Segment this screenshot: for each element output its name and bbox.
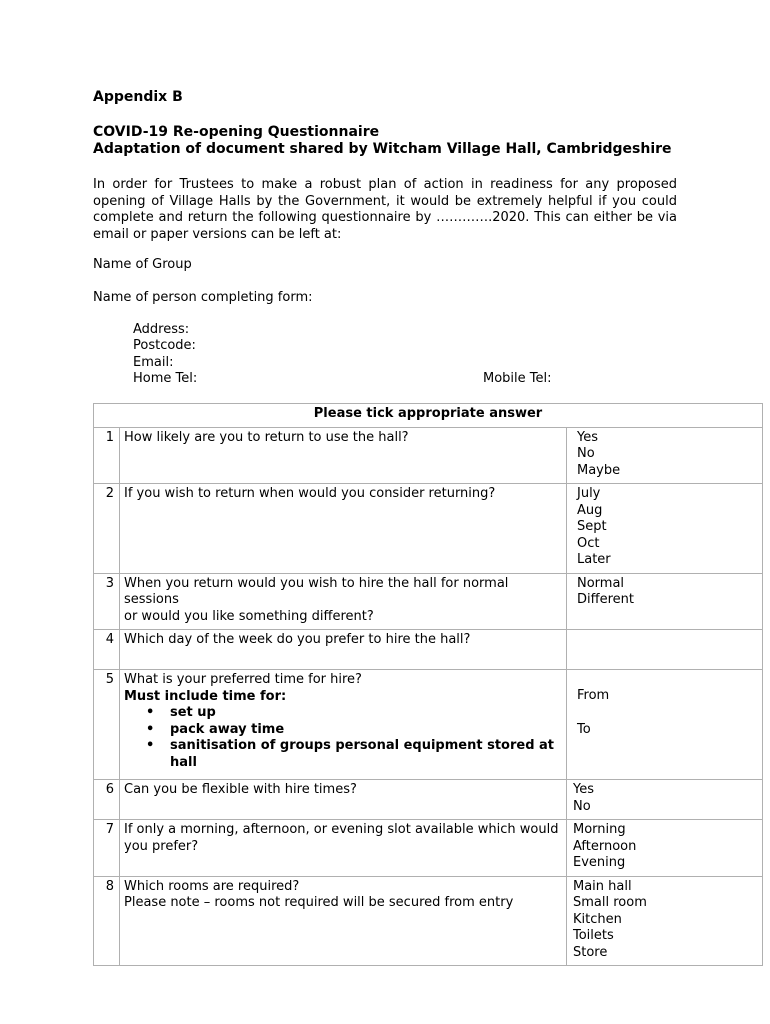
question-line: or would you like something different? <box>124 608 374 624</box>
question-line: If you wish to return when would you consider returning? <box>124 486 496 501</box>
question-line: Can you be flexible with hire times? <box>124 782 357 797</box>
question-text <box>120 820 567 877</box>
answer-option[interactable]: Normal <box>577 575 625 591</box>
answer-options[interactable] <box>567 780 763 820</box>
document-subtitle: Adaptation of document shared by Witcham Village Hall, Cambridgeshire <box>93 141 672 157</box>
question-line: When you return would you wish to hire the hall for normal sessions <box>124 575 509 607</box>
question-text <box>120 780 567 820</box>
answer-option[interactable]: Kitchen <box>573 911 622 927</box>
table-row <box>94 780 763 820</box>
intro-paragraph: In order for Trustees to make a robust plan of action in readiness for any proposed opening of Village Halls by the Government, it would be extremely helpful if you could complete and return the following questionnaire by ………….2020. This can either be via email or paper versions can be left at: <box>93 177 677 242</box>
question-line: If only a morning, afternoon, or evening slot available which would <box>124 822 559 837</box>
question-line: What is your preferred time for hire? <box>124 672 362 687</box>
field-person-name: Name of person completing form: <box>93 290 313 305</box>
question-number: 6 <box>94 780 120 820</box>
field-group-name: Name of Group <box>93 257 192 272</box>
bullet-list <box>124 705 562 771</box>
answer-option[interactable]: Yes <box>573 782 594 797</box>
answer-option[interactable]: From <box>577 688 610 703</box>
table-row <box>94 630 763 670</box>
table-row <box>94 427 763 484</box>
question-text <box>120 670 567 780</box>
document-title: COVID-19 Re-opening Questionnaire <box>93 124 380 140</box>
answer-option[interactable]: No <box>573 798 591 814</box>
answer-option[interactable]: Maybe <box>577 462 621 478</box>
answer-option[interactable]: To <box>577 721 591 737</box>
bullet-item: • pack away time <box>170 722 562 739</box>
answer-option[interactable]: July <box>577 486 601 501</box>
question-line: Which rooms are required? <box>124 878 300 894</box>
table-row <box>94 573 763 630</box>
answer-option[interactable]: Main hall <box>573 878 632 894</box>
question-line: you prefer? <box>124 838 199 854</box>
question-number: 2 <box>94 484 120 574</box>
field-home-tel: Home Tel: <box>133 371 198 386</box>
question-number: 5 <box>94 670 120 780</box>
table-header-row <box>94 404 763 428</box>
answer-option[interactable]: Sept <box>577 519 607 534</box>
answer-options[interactable] <box>567 630 763 670</box>
answer-options[interactable] <box>567 573 763 630</box>
answer-option[interactable]: Aug <box>577 502 603 518</box>
field-address: Address: <box>133 322 190 337</box>
question-text <box>120 573 567 630</box>
table-row <box>94 484 763 574</box>
table-header: Please tick appropriate answer <box>94 404 763 428</box>
question-line: How likely are you to return to use the hall? <box>124 429 409 445</box>
answer-option[interactable]: Evening <box>573 855 626 870</box>
answer-options[interactable] <box>567 670 763 780</box>
question-emphasis: Must include time for: <box>124 688 287 704</box>
answer-option[interactable]: Later <box>577 552 611 567</box>
bullet-item: • set up <box>170 705 562 722</box>
answer-options[interactable] <box>567 484 763 574</box>
question-number: 4 <box>94 630 120 670</box>
table-row <box>94 820 763 877</box>
field-postcode: Postcode: <box>133 338 196 353</box>
answer-option[interactable]: Morning <box>573 822 626 837</box>
question-number: 1 <box>94 427 120 484</box>
question-text <box>120 484 567 574</box>
answer-options[interactable] <box>567 876 763 966</box>
answer-option[interactable]: Toilets <box>573 928 614 943</box>
answer-option[interactable]: Oct <box>577 535 600 551</box>
answer-options[interactable] <box>567 820 763 877</box>
question-line: Please note – rooms not required will be secured from entry <box>124 895 514 910</box>
question-text <box>120 876 567 966</box>
answer-option[interactable]: Yes <box>577 429 598 445</box>
question-text <box>120 427 567 484</box>
bullet-item: • sanitisation of groups personal equipment stored at hall <box>170 738 562 771</box>
question-number: 3 <box>94 573 120 630</box>
table-row <box>94 670 763 780</box>
answer-options[interactable] <box>567 427 763 484</box>
answer-option[interactable]: Afternoon <box>573 838 637 854</box>
answer-option[interactable]: Store <box>573 944 608 960</box>
appendix-label: Appendix B <box>93 89 183 105</box>
question-line: Which day of the week do you prefer to hire the hall? <box>124 632 471 647</box>
field-mobile-tel: Mobile Tel: <box>483 371 552 386</box>
question-number: 8 <box>94 876 120 966</box>
question-number: 7 <box>94 820 120 877</box>
answer-option[interactable]: No <box>577 446 595 461</box>
table-row <box>94 876 763 966</box>
question-text <box>120 630 567 670</box>
answer-option[interactable]: Different <box>577 592 634 607</box>
questionnaire-table <box>93 403 763 966</box>
answer-option[interactable]: Small room <box>573 895 647 910</box>
field-email: Email: <box>133 355 174 370</box>
